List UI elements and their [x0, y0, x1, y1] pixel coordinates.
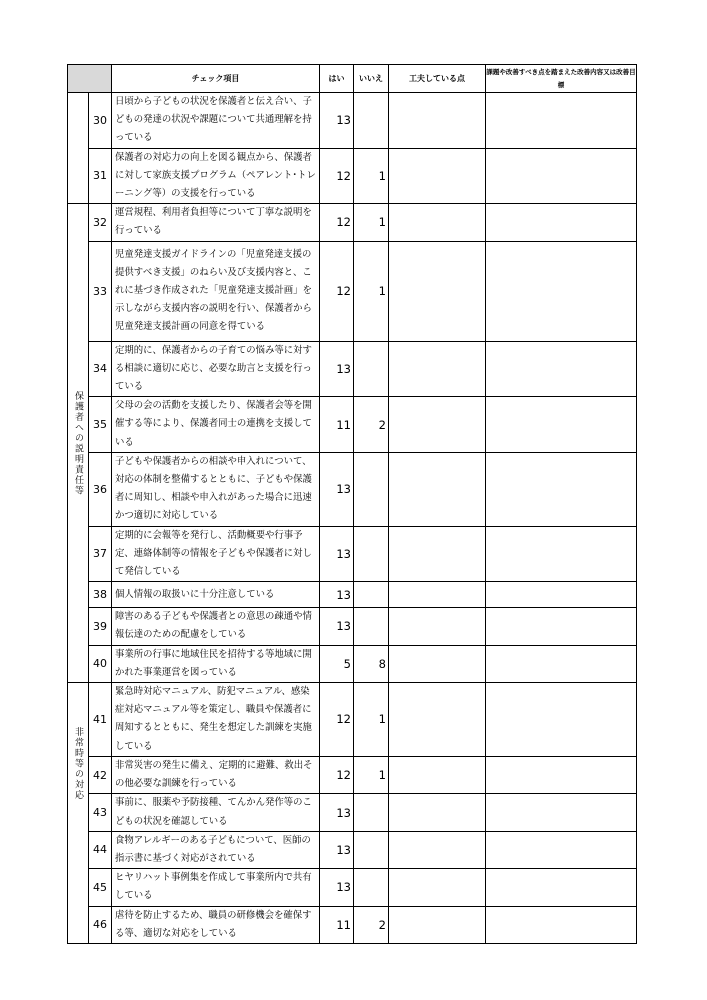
table-row [68, 526, 637, 582]
row-number: 37 [89, 526, 112, 582]
improvement-cell [486, 869, 637, 906]
table-row [68, 204, 637, 241]
improvement-cell [486, 794, 637, 831]
no-count: 1 [354, 204, 389, 241]
no-count: 1 [354, 683, 389, 757]
row-number: 33 [89, 241, 112, 341]
no-count [354, 869, 389, 906]
yes-count: 11 [320, 906, 354, 943]
table-row [68, 906, 637, 943]
check-item-text: 保護者の対応力の向上を図る観点から、保護者に対して家族支援プログラム（ペアレント･トレーニング等）の支援を行っている [112, 148, 320, 204]
no-count [354, 526, 389, 582]
improvement-cell [486, 452, 637, 526]
efforts-cell [389, 756, 486, 793]
category-cell [68, 93, 89, 204]
improvement-cell [486, 906, 637, 943]
check-item-text: 食物アレルギーのある子どもについて、医師の指示書に基づく対応がされている [112, 831, 320, 868]
table-row [68, 452, 637, 526]
header-yes: はい [320, 65, 354, 93]
check-item-text: ヒヤリハット事例集を作成して事業所内で共有している [112, 869, 320, 906]
row-number: 43 [89, 794, 112, 831]
table-row [68, 582, 637, 608]
efforts-cell [389, 204, 486, 241]
check-item-text: 障害のある子どもや保護者との意思の疎通や情報伝達のための配慮をしている [112, 608, 320, 645]
check-item-text: 運営規程、利用者負担等について丁寧な説明を行っている [112, 204, 320, 241]
efforts-cell [389, 683, 486, 757]
yes-count: 12 [320, 683, 354, 757]
row-number: 38 [89, 582, 112, 608]
row-number: 39 [89, 608, 112, 645]
no-count: 8 [354, 645, 389, 682]
row-number: 40 [89, 645, 112, 682]
check-item-text: 定期的に、保護者からの子育ての悩み等に対する相談に適切に応じ、必要な助言と支援を行っている [112, 341, 320, 397]
improvement-cell [486, 341, 637, 397]
row-number: 36 [89, 452, 112, 526]
yes-count: 13 [320, 794, 354, 831]
efforts-cell [389, 582, 486, 608]
row-number: 35 [89, 397, 112, 453]
efforts-cell [389, 831, 486, 868]
yes-count: 13 [320, 582, 354, 608]
improvement-cell [486, 831, 637, 868]
efforts-cell [389, 526, 486, 582]
no-count [354, 794, 389, 831]
yes-count: 12 [320, 756, 354, 793]
header-no: いいえ [354, 65, 389, 93]
efforts-cell [389, 148, 486, 204]
check-item-text: 定期的に会報等を発行し、活動概要や行事予定、連絡体制等の情報を子どもや保護者に対して発信している [112, 526, 320, 582]
header-item: チェック項目 [112, 65, 320, 93]
header-efforts: 工夫している点 [389, 65, 486, 93]
no-count [354, 582, 389, 608]
yes-count: 13 [320, 341, 354, 397]
row-number: 32 [89, 204, 112, 241]
table-row [68, 831, 637, 868]
check-item-text: 非常災害の発生に備え、定期的に避難、救出その他必要な訓練を行っている [112, 756, 320, 793]
efforts-cell [389, 608, 486, 645]
checklist-table [67, 64, 637, 944]
efforts-cell [389, 397, 486, 453]
table-row [68, 93, 637, 149]
row-number: 34 [89, 341, 112, 397]
check-item-text: 個人情報の取扱いに十分注意している [112, 582, 320, 608]
yes-count: 12 [320, 148, 354, 204]
yes-count: 12 [320, 204, 354, 241]
category-label: 非常時等の対応 [73, 727, 83, 801]
improvement-cell [486, 582, 637, 608]
efforts-cell [389, 645, 486, 682]
improvement-cell [486, 397, 637, 453]
improvement-cell [486, 526, 637, 582]
table-row [68, 645, 637, 682]
header-row [68, 65, 637, 93]
improvement-cell [486, 204, 637, 241]
improvement-cell [486, 148, 637, 204]
improvement-cell [486, 241, 637, 341]
efforts-cell [389, 241, 486, 341]
table-row [68, 794, 637, 831]
check-item-text: 虐待を防止するため、職員の研修機会を確保する等、適切な対応をしている [112, 906, 320, 943]
check-item-text: 事業所の行事に地域住民を招待する等地域に開かれた事業運営を図っている [112, 645, 320, 682]
no-count: 1 [354, 241, 389, 341]
no-count [354, 93, 389, 149]
yes-count: 13 [320, 608, 354, 645]
row-number: 45 [89, 869, 112, 906]
table-row [68, 241, 637, 341]
yes-count: 5 [320, 645, 354, 682]
header-improvement: 課題や改善すべき点を踏まえた改善内容又は改善目標 [486, 65, 637, 93]
no-count [354, 831, 389, 868]
improvement-cell [486, 645, 637, 682]
no-count: 1 [354, 756, 389, 793]
table-row [68, 683, 637, 757]
improvement-cell [486, 93, 637, 149]
row-number: 46 [89, 906, 112, 943]
header-blank [68, 65, 112, 93]
yes-count: 13 [320, 452, 354, 526]
yes-count: 13 [320, 831, 354, 868]
yes-count: 13 [320, 869, 354, 906]
yes-count: 13 [320, 526, 354, 582]
improvement-cell [486, 756, 637, 793]
efforts-cell [389, 794, 486, 831]
yes-count: 13 [320, 93, 354, 149]
table-row [68, 397, 637, 453]
improvement-cell [486, 608, 637, 645]
check-item-text: 子どもや保護者からの相談や申入れについて、対応の体制を整備するとともに、子どもや保護者に周知し、相談や申入れがあった場合に迅速かつ適切に対応している [112, 452, 320, 526]
table-row [68, 756, 637, 793]
table-row [68, 869, 637, 906]
no-count [354, 608, 389, 645]
row-number: 42 [89, 756, 112, 793]
check-item-text: 児童発達支援ガイドラインの「児童発達支援の提供すべき支援」のねらい及び支援内容と、これに基づき作成された「児童発達支援計画」を示しながら支援内容の説明を行い、保護者から児童発達支援計画の同意を得ている [112, 241, 320, 341]
check-item-text: 日頃から子どもの状況を保護者と伝え合い、子どもの発達の状況や課題について共通理解を持っている [112, 93, 320, 149]
no-count [354, 341, 389, 397]
row-number: 31 [89, 148, 112, 204]
no-count [354, 452, 389, 526]
check-item-text: 緊急時対応マニュアル、防犯マニュアル、感染症対応マニュアル等を策定し、職員や保護者に周知するとともに、発生を想定した訓練を実施している [112, 683, 320, 757]
no-count: 2 [354, 906, 389, 943]
no-count: 2 [354, 397, 389, 453]
table-row [68, 341, 637, 397]
category-label: 保護者への説明責任等 [73, 390, 83, 496]
table-row [68, 148, 637, 204]
row-number: 41 [89, 683, 112, 757]
check-item-text: 事前に、服薬や予防接種、てんかん発作等のこどもの状況を確認している [112, 794, 320, 831]
efforts-cell [389, 93, 486, 149]
category-cell [68, 204, 89, 683]
table-row [68, 608, 637, 645]
yes-count: 12 [320, 241, 354, 341]
efforts-cell [389, 452, 486, 526]
yes-count: 11 [320, 397, 354, 453]
efforts-cell [389, 341, 486, 397]
row-number: 30 [89, 93, 112, 149]
category-cell [68, 683, 89, 944]
efforts-cell [389, 869, 486, 906]
check-item-text: 父母の会の活動を支援したり、保護者会等を開催する等により、保護者同士の連携を支援している [112, 397, 320, 453]
row-number: 44 [89, 831, 112, 868]
efforts-cell [389, 906, 486, 943]
improvement-cell [486, 683, 637, 757]
no-count: 1 [354, 148, 389, 204]
